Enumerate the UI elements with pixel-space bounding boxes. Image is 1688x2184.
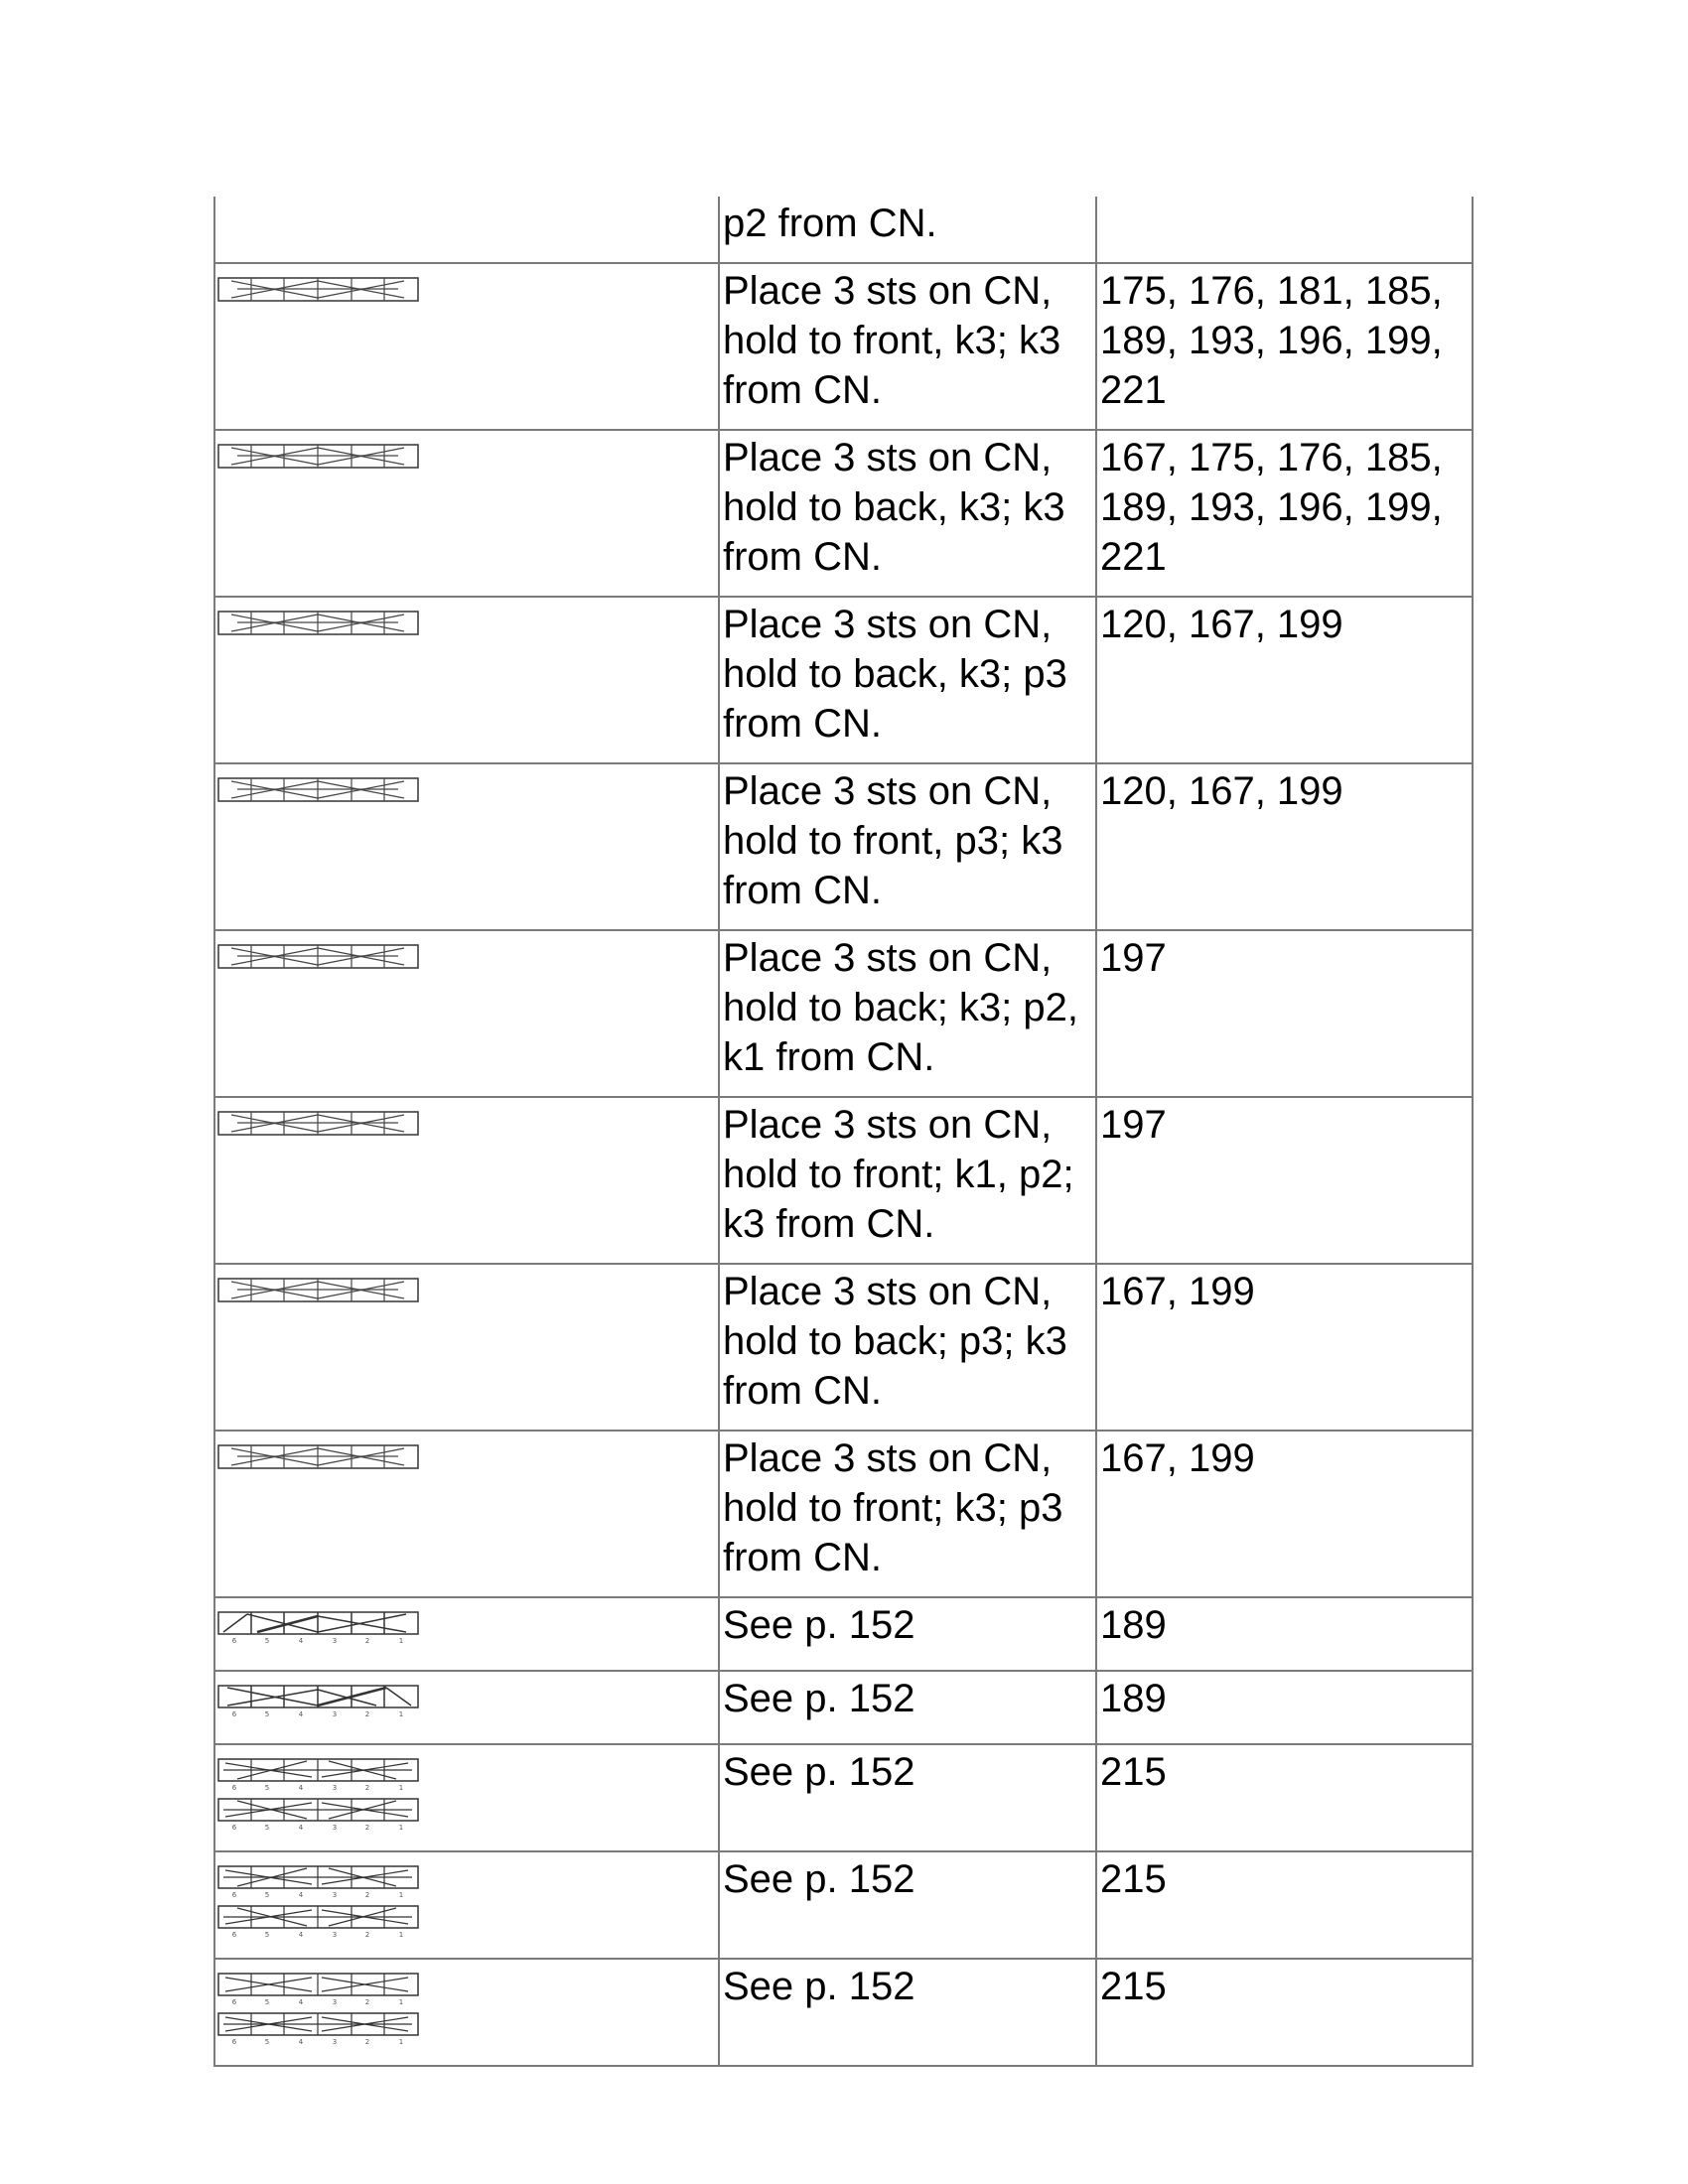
stitch-number: 1 xyxy=(398,1931,404,1939)
cable-6-st-numbered-icon xyxy=(217,1972,419,2007)
stitch-number: 6 xyxy=(231,1891,237,1899)
stitch-number: 2 xyxy=(364,1784,370,1792)
stitch-number: 2 xyxy=(364,1824,370,1832)
stitch-number: 5 xyxy=(264,1931,270,1939)
table-row xyxy=(214,930,1473,1097)
cable-symbol-table xyxy=(213,197,1474,2067)
instruction-cell: See p. 152 xyxy=(719,1959,1096,2066)
stitch-number: 5 xyxy=(264,1891,270,1899)
stitch-number: 5 xyxy=(264,2038,270,2046)
page-refs-cell: 197 xyxy=(1096,1097,1473,1264)
stitch-number: 5 xyxy=(264,1824,270,1832)
instruction-cell: Place 3 sts on CN, hold to back; p3; k3 from CN. xyxy=(719,1264,1096,1431)
cable-6-st-numbered-icon xyxy=(217,1684,419,1719)
page-refs-cell: 167, 199 xyxy=(1096,1431,1473,1597)
stitch-number: 2 xyxy=(364,1931,370,1939)
stitch-number: 4 xyxy=(298,1931,304,1939)
stitch-number: 4 xyxy=(298,1891,304,1899)
stitch-number: 1 xyxy=(398,1637,404,1645)
stitch-number: 4 xyxy=(298,1637,304,1645)
stitch-number: 3 xyxy=(332,2038,338,2046)
page-refs-cell: 189 xyxy=(1096,1597,1473,1671)
stitch-number: 6 xyxy=(231,2038,237,2046)
table-row xyxy=(214,1671,1473,1744)
symbol-cell xyxy=(214,597,719,763)
instruction-cell: Place 3 sts on CN, hold to back, k3; p3 from CN. xyxy=(719,597,1096,763)
instruction-cell: p2 from CN. xyxy=(719,197,1096,263)
instruction-cell: See p. 152 xyxy=(719,1744,1096,1851)
table-row xyxy=(214,430,1473,597)
table-row xyxy=(214,597,1473,763)
page-refs-cell: 189 xyxy=(1096,1671,1473,1744)
stitch-number: 6 xyxy=(231,1998,237,2006)
cable-3-over-3-icon xyxy=(217,610,419,636)
stitch-number: 1 xyxy=(398,1710,404,1718)
symbol-cell xyxy=(214,1851,719,1959)
stitch-number: 1 xyxy=(398,1824,404,1832)
symbol-cell xyxy=(214,263,719,430)
instruction-cell: Place 3 sts on CN, hold to front; k3; p3 from CN. xyxy=(719,1431,1096,1597)
symbol-cell xyxy=(214,1744,719,1851)
stitch-number: 5 xyxy=(264,1784,270,1792)
table-row xyxy=(214,1431,1473,1597)
stitch-number: 6 xyxy=(231,1710,237,1718)
table-row xyxy=(214,1264,1473,1431)
symbol-cell xyxy=(214,1597,719,1671)
page-refs-cell: 215 xyxy=(1096,1959,1473,2066)
cable-6-st-numbered-icon xyxy=(217,1610,419,1646)
table-row xyxy=(214,197,1473,263)
instruction-cell: Place 3 sts on CN, hold to front, k3; k3 from CN. xyxy=(719,263,1096,430)
table-body xyxy=(214,197,1473,2066)
stitch-number: 5 xyxy=(264,1998,270,2006)
stitch-number: 2 xyxy=(364,1710,370,1718)
stitch-number: 3 xyxy=(332,1784,338,1792)
stitch-number: 3 xyxy=(332,1891,338,1899)
symbol-cell xyxy=(214,1959,719,2066)
stitch-number: 1 xyxy=(398,1891,404,1899)
stitch-number: 2 xyxy=(364,1637,370,1645)
stitch-number: 3 xyxy=(332,1710,338,1718)
table-row xyxy=(214,763,1473,930)
page-refs-cell: 215 xyxy=(1096,1851,1473,1959)
page-refs-cell xyxy=(1096,197,1473,263)
stitch-number: 5 xyxy=(264,1710,270,1718)
stitch-number: 2 xyxy=(364,1891,370,1899)
page-refs-cell: 215 xyxy=(1096,1744,1473,1851)
cable-6-st-numbered-icon xyxy=(217,2011,419,2047)
stitch-number: 1 xyxy=(398,2038,404,2046)
stitch-number: 6 xyxy=(231,1824,237,1832)
stitch-number: 4 xyxy=(298,1824,304,1832)
table-row xyxy=(214,1744,1473,1851)
symbol-cell xyxy=(214,430,719,597)
instruction-cell: Place 3 sts on CN, hold to back, k3; k3 from CN. xyxy=(719,430,1096,597)
instruction-cell: See p. 152 xyxy=(719,1597,1096,1671)
cable-3-over-3-icon xyxy=(217,1277,419,1303)
page-refs-cell: 167, 175, 176, 185, 189, 193, 196, 199, 221 xyxy=(1096,430,1473,597)
instruction-cell: Place 3 sts on CN, hold to back; k3; p2, k1 from CN. xyxy=(719,930,1096,1097)
cable-3-over-3-icon xyxy=(217,943,419,970)
symbol-cell xyxy=(214,763,719,930)
table-row xyxy=(214,1597,1473,1671)
stitch-number: 3 xyxy=(332,1824,338,1832)
stitch-number: 6 xyxy=(231,1637,237,1645)
cable-3-over-3-icon xyxy=(217,1443,419,1470)
stitch-number: 4 xyxy=(298,1710,304,1718)
page-refs-cell: 175, 176, 181, 185, 189, 193, 196, 199, 221 xyxy=(1096,263,1473,430)
stitch-number: 1 xyxy=(398,1998,404,2006)
cable-3-over-3-icon xyxy=(217,776,419,803)
symbol-cell xyxy=(214,197,719,263)
cable-6-st-numbered-icon xyxy=(217,1864,419,1900)
table-row xyxy=(214,1959,1473,2066)
symbol-cell xyxy=(214,1431,719,1597)
stitch-number: 3 xyxy=(332,1931,338,1939)
stitch-number: 3 xyxy=(332,1998,338,2006)
stitch-number: 5 xyxy=(264,1637,270,1645)
symbol-cell xyxy=(214,1264,719,1431)
instruction-cell: See p. 152 xyxy=(719,1671,1096,1744)
stitch-number: 4 xyxy=(298,1998,304,2006)
page-refs-cell: 120, 167, 199 xyxy=(1096,763,1473,930)
cable-3-over-3-icon xyxy=(217,1110,419,1137)
cable-3-over-3-icon xyxy=(217,276,419,303)
table-row xyxy=(214,263,1473,430)
page-refs-cell: 120, 167, 199 xyxy=(1096,597,1473,763)
stitch-number: 3 xyxy=(332,1637,338,1645)
page-refs-cell: 197 xyxy=(1096,930,1473,1097)
instruction-cell: See p. 152 xyxy=(719,1851,1096,1959)
table-row xyxy=(214,1851,1473,1959)
cable-6-st-numbered-icon xyxy=(217,1757,419,1793)
symbol-cell xyxy=(214,1097,719,1264)
stitch-number: 1 xyxy=(398,1784,404,1792)
page-refs-cell: 167, 199 xyxy=(1096,1264,1473,1431)
symbol-cell xyxy=(214,1671,719,1744)
stitch-number: 2 xyxy=(364,2038,370,2046)
cable-6-st-numbered-icon xyxy=(217,1797,419,1833)
symbol-cell xyxy=(214,930,719,1097)
table-row xyxy=(214,1097,1473,1264)
stitch-number: 4 xyxy=(298,1784,304,1792)
cable-3-over-3-icon xyxy=(217,443,419,470)
stitch-number: 2 xyxy=(364,1998,370,2006)
instruction-cell: Place 3 sts on CN, hold to front; k1, p2; k3 from CN. xyxy=(719,1097,1096,1264)
stitch-number: 6 xyxy=(231,1784,237,1792)
cable-6-st-numbered-icon xyxy=(217,1904,419,1940)
stitch-number: 4 xyxy=(298,2038,304,2046)
instruction-cell: Place 3 sts on CN, hold to front, p3; k3 from CN. xyxy=(719,763,1096,930)
stitch-number: 6 xyxy=(231,1931,237,1939)
